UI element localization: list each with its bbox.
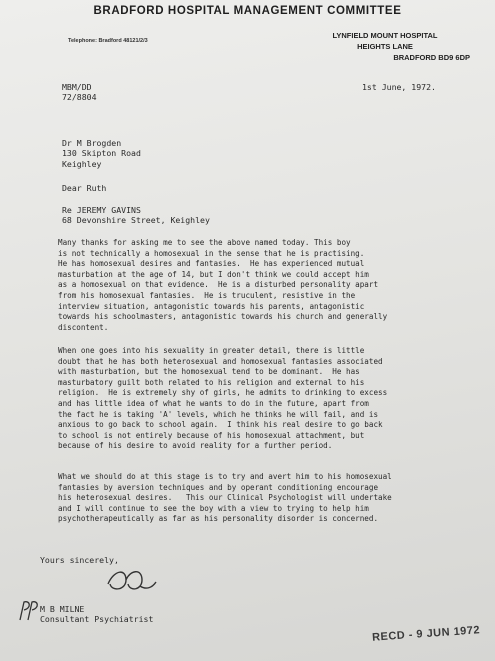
letterhead-address <box>300 30 470 63</box>
body-paragraph-1: Many thanks for asking me to see the above named today. This boy is not technically a homosexual in the sense that he is practising. He has homosexual desires and fantasies. He has experienced mutual masturbation at the age of 14, but I don't think we could accept him as a homosexual on that evidence. He is a disturbed personality apart from his homosexual fantasies. He is truculent, resistive in the interview situation, antagonistic towards his parents, antagonistic towards his schoolmasters, antagonistic towards his church and generally discontent. <box>58 238 388 332</box>
letterhead-committee: BRADFORD HOSPITAL MANAGEMENT COMMITTEE <box>93 5 402 17</box>
address-line-city: BRADFORD BD9 6DP <box>393 53 470 62</box>
letter-date: 1st June, 1972. <box>362 82 436 92</box>
reference-code: MBM/DD 72/8804 <box>62 82 97 103</box>
recipient-address: Dr M Brogden 130 Skipton Road Keighley <box>62 138 141 169</box>
address-line-street: HEIGHTS LANE <box>357 42 413 51</box>
letterhead-telephone: Telephone: Bradford 48121/2/3 <box>68 38 148 44</box>
closing: Yours sincerely, <box>40 555 119 565</box>
body-paragraph-3: What we should do at this stage is to try and avert him to his homosexual fantasies by aversion techniques and by operant conditioning encourage his heterosexual desires. This our Clinical Psychologist will undertake and I will continue to see the boy with a view to trying to help him psychotherapeutically as far as his personality disorder is concerned. <box>58 472 392 524</box>
address-line-hospital: LYNFIELD MOUNT HOSPITAL <box>332 31 438 40</box>
greeting: Dear Ruth <box>62 183 107 193</box>
signer-block: M B MILNE Consultant Psychiatrist <box>40 604 154 625</box>
received-stamp: RECD - 9 JUN 1972 <box>371 624 481 644</box>
body-paragraph-2: When one goes into his sexuality in greater detail, there is little doubt that he has both heterosexual and homosexual fantasies associated with masturbation, but the homosexual tend to be dominant. He has masturbatory guilt both related to his religion and external to his religion. He is extremely shy of girls, he admits to drinking to excess and has little idea of what he wants to do in the future, apart from the fact he is taking 'A' levels, which he thinks he will fail, and is anxious to go back to school again. I think his real desire to go back to school is not entirely because of his homosexual attachment, but because of his desire to avoid reality for a further period. <box>58 346 388 451</box>
signature-scribble <box>100 562 160 597</box>
subject-line: Re JEREMY GAVINS 68 Devonshire Street, Keighley <box>62 205 210 226</box>
